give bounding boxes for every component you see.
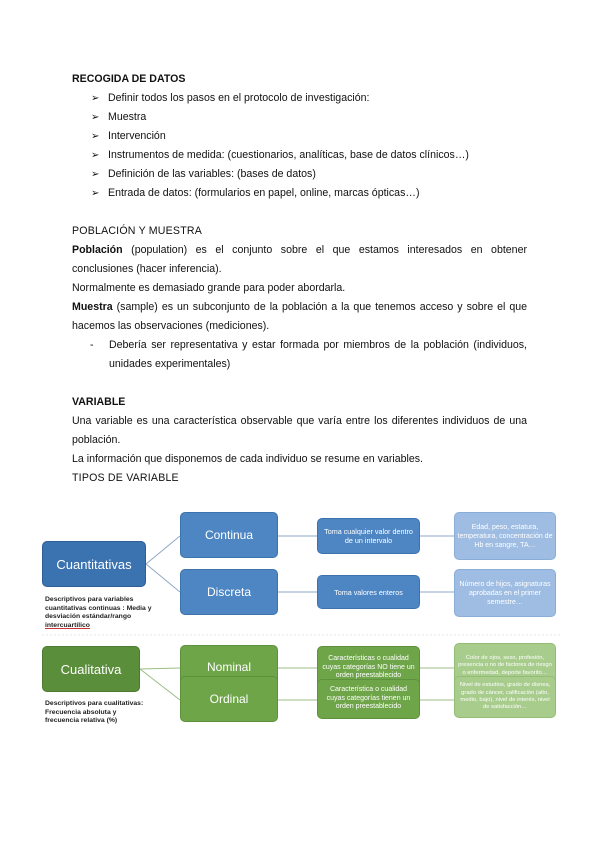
nominal-examples: Color de ojos, sexo, profesión, presencia o no de factores de riesgo o enfermedad, deporte favorito…	[454, 643, 556, 689]
discreta-examples: Número de hijos, asignaturas aprobadas en el primer semestre…	[454, 569, 556, 617]
cuantitativas-note-underlined: intercuartílico	[45, 621, 90, 629]
variable-types-diagram	[42, 508, 562, 768]
list-item: ➢ Entrada de datos: (formularios en papel, online, marcas ópticas…)	[91, 184, 527, 203]
ordinal-box: Ordinal	[180, 676, 278, 722]
muestra-dash-item	[72, 336, 527, 374]
variable-info: La información que disponemos de cada individuo se resume en variables.	[72, 453, 423, 465]
recogida-title: RECOGIDA DE DATOS	[72, 73, 186, 85]
document-body	[72, 70, 527, 488]
cuantitativas-box: Cuantitativas	[42, 541, 146, 587]
continua-examples: Edad, peso, estatura, temperatura, concentración de Hb en sangre, TA…	[454, 512, 556, 560]
variable-paragraph: Una variable es una característica observable que varía entre los diferentes individuos de una población.	[72, 415, 527, 446]
cualitativa-note: Descriptivos para cualitativas: Frecuencia absoluta y frecuencia relativa (%)	[45, 700, 144, 725]
nominal-box: Nominal	[180, 645, 278, 689]
cualitativa-box: Cualitativa	[42, 646, 140, 692]
list-item: ➢ Instrumentos de medida: (cuestionarios, analíticas, base de datos clínicos…)	[91, 146, 527, 165]
variable-title: VARIABLE	[72, 396, 126, 408]
poblacion-definition: (population) es el conjunto sobre el que estamos interesados en obtener conclusiones (hacer inferencia).	[72, 244, 527, 275]
list-item: ➢ Muestra	[91, 108, 527, 127]
ordinal-description: Característica o cualidad cuyas categorías tienen un orden preestablecido	[317, 679, 420, 719]
cuantitativas-note-text: Descriptivos para variables cuantitativas continuas : Media y desviación estándar/rango	[45, 596, 152, 621]
discreta-box: Discreta	[180, 569, 278, 615]
muestra-term: Muestra	[72, 301, 113, 313]
list-item: ➢ Intervención	[91, 127, 527, 146]
tipos-title: TIPOS DE VARIABLE	[72, 472, 179, 484]
poblacion-title: POBLACIÓN Y MUESTRA	[72, 225, 202, 237]
discreta-description: Toma valores enteros	[317, 575, 420, 609]
list-item: ➢ Definición de las variables: (bases de datos)	[91, 165, 527, 184]
muestra-definition: (sample) es un subconjunto de la población a la que tenemos acceso y sobre el que hacemos las observaciones (mediciones).	[72, 301, 527, 332]
nominal-description: Características o cualidad cuyas categorías NO tiene un orden preestablecido	[317, 646, 420, 690]
cuantitativas-note	[45, 596, 173, 630]
poblacion-paragraph	[72, 241, 527, 279]
poblacion-note: Normalmente es demasiado grande para poder abordarla.	[72, 282, 346, 294]
continua-box: Continua	[180, 512, 278, 558]
dash-mark: -	[90, 339, 94, 351]
recogida-list	[72, 89, 527, 203]
ordinal-examples: Nivel de estudios, grado de disnea, grado de cáncer, calificación (alto, medio, bajo), nivel de interés, nivel de satisfacción…	[454, 676, 556, 718]
muestra-paragraph	[72, 298, 527, 336]
continua-description: Toma cualquier valor dentro de un intervalo	[317, 518, 420, 554]
dash-text: Debería ser representativa y estar formada por miembros de la población (individuos, unidades experimentales)	[109, 339, 527, 370]
list-item: ➢ Definir todos los pasos en el protocolo de investigación:	[91, 89, 527, 108]
poblacion-term: Población	[72, 244, 123, 256]
